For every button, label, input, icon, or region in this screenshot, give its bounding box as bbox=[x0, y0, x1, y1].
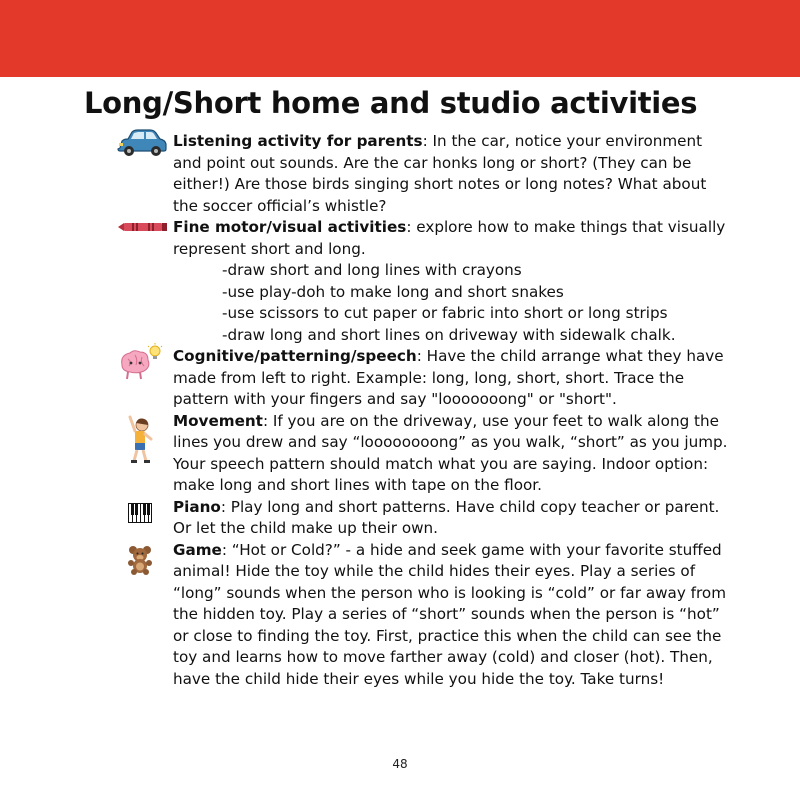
section-text: : In the car, notice your environment and point out sounds. Are the car honks long or short? (They can be either!) Are those birds singing short notes or long notes? What about the soccer official’s whistle? bbox=[173, 132, 707, 215]
section-text: : “Hot or Cold?” - a hide and seek game with your favorite stuffed animal! Hide the toy while the child hides their eyes. Play a series of “long” sounds when the person who is looking is “cold” or far away from the hidden toy. Play a series of “short” sounds when the person is “hot” or close to finding the toy. First, practice this when the child can see the toy and learns how to move farther away (cold) and closer (hot). Then, have the child hide their eyes while you hide the toy. Take turns! bbox=[173, 540, 727, 688]
activity-item: -draw long and short lines on driveway with sidewalk chalk. bbox=[222, 325, 676, 344]
page-number: 48 bbox=[392, 757, 408, 771]
section-paragraph bbox=[173, 411, 733, 497]
header-band bbox=[0, 0, 800, 77]
section-paragraph bbox=[173, 217, 733, 260]
section-text: : explore how to make things that visually represent short and long. bbox=[173, 218, 726, 258]
section-label: Movement bbox=[173, 411, 263, 430]
piano-keys-icon bbox=[128, 503, 152, 523]
page-title: Long/Short home and studio activities bbox=[84, 86, 698, 120]
section-label: Cognitive/patterning/speech bbox=[173, 347, 417, 365]
car-icon bbox=[116, 128, 168, 158]
activity-item: -use scissors to cut paper or fabric into short or long strips bbox=[222, 304, 668, 322]
section-label: Piano bbox=[173, 497, 221, 516]
fine-motor-section bbox=[173, 217, 733, 346]
section-label: Game bbox=[173, 540, 222, 559]
section-text: : Play long and short patterns. Have child copy teacher or parent. Or let the child make up their own. bbox=[173, 497, 720, 537]
section-label: Fine motor/visual activities bbox=[173, 218, 407, 236]
piano-section bbox=[173, 497, 733, 540]
cognitive-section bbox=[173, 346, 733, 411]
activities-list bbox=[173, 131, 733, 690]
activity-item: -use play-doh to make long and short snakes bbox=[222, 282, 564, 301]
teddy-bear-icon bbox=[126, 545, 154, 575]
crayon-icon bbox=[118, 221, 168, 233]
section-paragraph bbox=[173, 497, 733, 540]
brain-lightbulb-icon bbox=[118, 343, 164, 383]
listening-activity-section bbox=[173, 131, 733, 217]
section-paragraph bbox=[173, 346, 733, 411]
section-text: : If you are on the driveway, use your feet to walk along the lines you drew and say “loooooooong” as you walk, “short” as you jump. Your speech pattern should match what you are saying. Indoor option: make long and short lines with tape on the floor. bbox=[173, 411, 728, 494]
game-section bbox=[173, 540, 733, 691]
section-paragraph bbox=[173, 540, 733, 691]
activity-item: -draw short and long lines with crayons bbox=[222, 261, 522, 279]
section-text: : Have the child arrange what they have made from left to right. Example: long, long, short, short. Trace the pattern with your fingers and say "looooooong" or "short". bbox=[173, 347, 724, 408]
section-label: Listening activity for parents bbox=[173, 132, 423, 150]
child-stretching-icon bbox=[124, 415, 154, 465]
section-paragraph bbox=[173, 131, 733, 217]
movement-section bbox=[173, 411, 733, 497]
